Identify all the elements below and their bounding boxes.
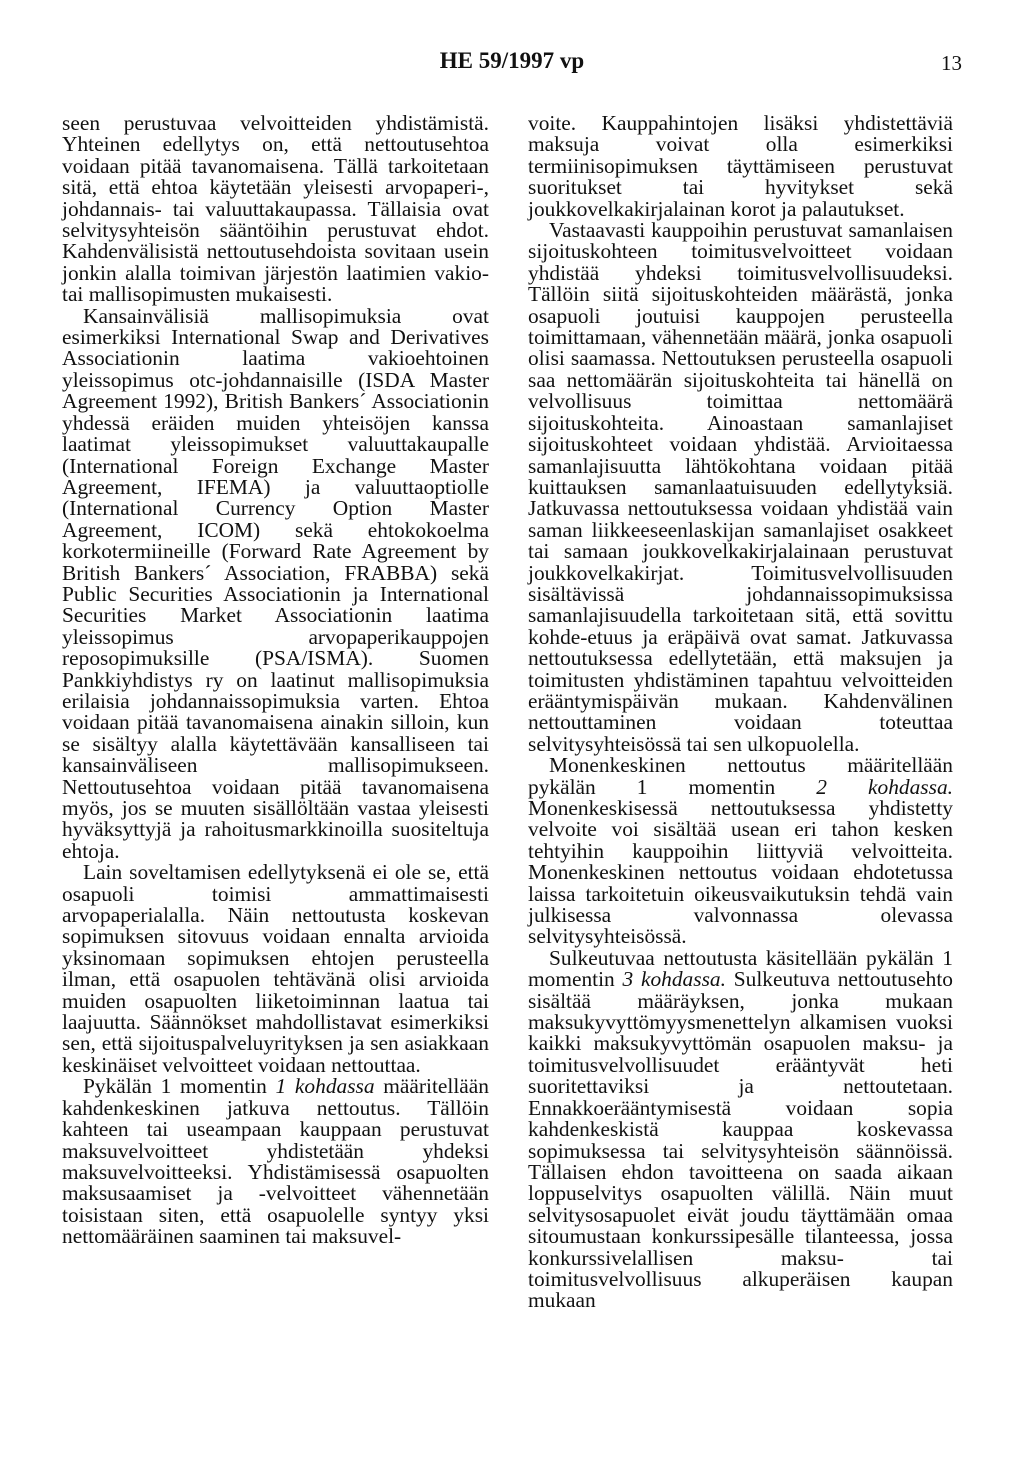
right-paragraph-4-text-a: Sulkeutuvaa nettoutusta käsitellään pykälän 1 momentin xyxy=(528,945,953,992)
right-text-column xyxy=(528,113,953,1312)
left-paragraph-2: Kansainvälisiä mallisopimuksia ovat esimerkiksi International Swap and Derivatives Associationin laatima vakioehtoinen yleissopimus otc-johdannaisille (ISDA Master Agreement 1992), British Bankers´ Associationin yhdessä eräiden muiden yhteisöjen kanssa laatimat yleissopimukset valuuttakaupalle (International Foreign Exchange Master Agreement, IFEMA) ja valuuttaoptiolle (International Currency Option Master Agreement, ICOM) sekä ehtokokoelma korkotermiineille (Forward Rate Agreement by British Bankers´ Association, FRABBA) sekä Public Securities Associationin ja International Securities Market Associationin laatima yleissopimus arvopaperikauppojen reposopimuksille (PSA/ISMA). Suomen Pankkiyhdistys ry on laatinut mallisopimuksia erilaisia johdannaissopimuksia varten. Ehtoa voidaan pitää tavanomaisena ainakin silloin, kun se sisältyy alalla käytettävään kansalliseen tai kansainväliseen mallisopimukseen. Nettoutusehtoa voidaan pitää tavanomaisena myös, jos se muuten sisällöltään vastaa yleisesti hyväksyttyjä ja rahoitusmarkkinoilla suositeltuja ehtoja. xyxy=(62,303,489,863)
document-header-title: HE 59/1997 vp xyxy=(439,48,585,73)
right-paragraph-3-emphasis: 2 kohdassa. xyxy=(816,774,953,799)
right-paragraph-4-emphasis: 3 kohdassa. xyxy=(622,967,726,992)
right-paragraph-2: Vastaavasti kauppoihin perustuvat samanlaisen sijoituskohteen toimitusvelvoitteet voidaan yhdistää yhdeksi toimitusvelvollisuudeksi. Tällöin siitä sijoituskohteiden määrästä, jonka osapuoli joutuisi kauppojen perusteella toimittamaan, vähennetään määrä, jonka osapuoli olisi saamassa. Nettoutuksen perusteella osapuoli saa nettomäärän sijoituskohteita tai hänellä on velvollisuus toimittaa nettomäärä sijoituskohteita. Ainoastaan samanlajiset sijoituskohteet voidaan yhdistää. Arvioitaessa samanlajisuutta lähtökohtana voidaan pitää kuittauksen samanlaatuisuuden edellytyksiä. Jatkuvassa nettoutuksessa voidaan yhdistää vain saman liikkeeseenlaskijan samanlajiset osakkeet tai samaan joukkovelkakirjalainaan perustuvat joukkovelkakirjat. Toimitusvelvollisuuden sisältävissä johdannaissopimuksissa samanlajisuudella tarkoitetaan sitä, että sovittu kohde-etuus ja eräpäivä ovat samat. Jatkuvassa nettoutuksessa edellytetään, että maksujen ja toimitusten yhdistäminen tapahtuu velvoitteiden erääntymispäivän mukaan. Kahdenvälinen nettouttaminen voidaan toteuttaa selvitysyhteisössä tai sen ulkopuolella. xyxy=(528,218,953,756)
left-paragraph-3: Lain soveltamisen edellytyksenä ei ole se, että osapuoli toimisi ammattimaisesti arvopaperialalla. Näin nettoutusta koskevan sopimuksen sitovuus voidaan ennalta arvioida yksinomaan sopimuksen ehtojen perusteella ilman, että osapuolen tehtävänä olisi arvioida muiden osapuolten liiketoiminnan laatua tai laajuutta. Säännökset mahdollistavat esimerkiksi sen, että sijoituspalveluyrityksen ja sen asiakkaan keskinäiset velvoitteet voidaan nettouttaa. xyxy=(62,860,489,1077)
right-paragraph-3 xyxy=(528,755,953,948)
right-paragraph-4 xyxy=(528,945,953,1313)
left-paragraph-4-emphasis: 1 kohdassa xyxy=(275,1074,375,1099)
left-paragraph-4 xyxy=(62,1076,489,1247)
left-paragraph-4-text-b: määritellään kahdenkeskinen jatkuva nettoutus. Tällöin kahteen tai useampaan kauppaan perustuvat maksuvelvoitteet yhdistetään yhdeksi maksuvelvoitteeksi. Yhdistämisessä osapuolten maksusaamiset ja -velvoitteet vähennetään toisistaan siten, että osapuolelle syntyy yksi nettomääräinen saaminen tai maksuvel- xyxy=(62,1074,489,1249)
right-paragraph-3-text-a: Monenkeskinen nettoutus määritellään pykälän 1 momentin xyxy=(528,753,953,799)
left-paragraph-4-text-a: Pykälän 1 momentin xyxy=(83,1074,276,1099)
right-paragraph-4-text-b: Sulkeutuva nettoutusehto sisältää määräyksen, jonka mukaan maksukyvyttömyysmenettelyn alkamisen vuoksi kaikki maksukyvyttömän osapuolen maksu- ja toimitusvelvollisuudet erääntyvät heti suoritettaviksi ja nettoutetaan. Ennakkoerääntymisestä voidaan sopia kahdenkeskistä kauppaa koskevassa sopimuksessa tai selvitysyhteisön säännöissä. Tällaisen ehdon tavoitteena on saada aikaan loppuselvitys osapuolten välillä. Näin muut selvitysosapuolet eivät joudu täyttämään omaa sitoumustaan konkurssipesälle tilanteessa, jossa konkurssivelallisen maksu- tai toimitusvelvollisuus alkuperäisen kaupan mukaan xyxy=(528,967,953,1313)
left-text-column xyxy=(62,113,489,1248)
right-paragraph-1: voite. Kauppahintojen lisäksi yhdistettäviä maksuja voivat olla esimerkiksi termiinisopimuksen täyttämiseen perustuvat suoritukset tai hyvitykset sekä joukkovelkakirjalainan korot ja palautukset. xyxy=(528,111,953,221)
left-paragraph-1: seen perustuvaa velvoitteiden yhdistämistä. Yhteinen edellytys on, että nettoutusehtoa voidaan pitää tavanomaisena. Tällä tarkoitetaan sitä, että ehtoa käytetään yleisesti arvopaperi-, johdannais- tai valuuttakaupassa. Tällaisia ovat selvitysyhteisön sääntöihin perustuvat ehdot. Kahdenvälisistä nettoutusehdoista sovitaan usein jonkin alalla toimivan järjestön laatimien vakio- tai mallisopimusten mukaisesti. xyxy=(62,111,489,307)
page-number: 13 xyxy=(941,51,962,75)
right-paragraph-3-text-b: Monenkeskisessä nettoutuksessa yhdistetty velvoite voi sisältää usean eri tahon kesken tehtyihin kauppoihin liittyviä velvoitteita. Monenkeskinen nettoutus voidaan ehdotetussa laissa tarkoitetuin oikeusvaikutuksin tehdä vain julkisessa valvonnassa olevassa selvitysyhteisössä. xyxy=(528,796,953,949)
